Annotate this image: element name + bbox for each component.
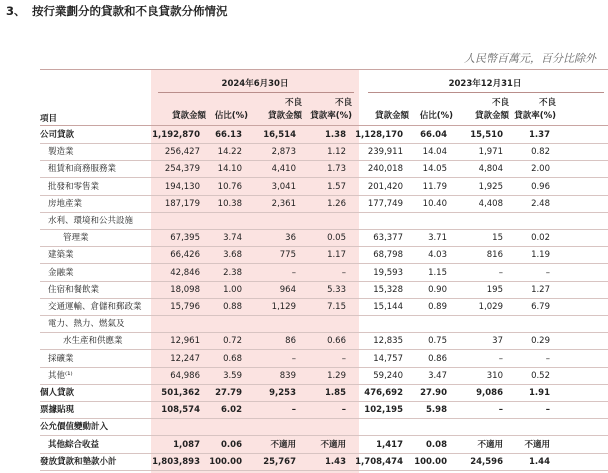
table-row [0, 197, 608, 211]
row-label: 電力、熱力、燃氣及 [48, 319, 125, 330]
cell-npl-ratio-2024: – [341, 267, 346, 278]
cell-npl-ratio-2024: 1.12 [327, 147, 346, 158]
row-divider [40, 177, 608, 178]
cell-npl-2023: 24,596 [470, 456, 503, 467]
cell-npl-ratio-2024: 1.43 [325, 456, 346, 467]
cell-amount-2023: 63,377 [373, 233, 403, 244]
cell-amount-2024: 42,846 [170, 267, 200, 278]
cell-amount-2024: 15,796 [170, 302, 200, 312]
cell-share-2024: 2.38 [223, 267, 242, 278]
cell-amount-2023: 68,798 [373, 250, 403, 261]
table-row [0, 317, 608, 331]
cell-npl-2023: – [498, 267, 503, 278]
row-divider [40, 367, 608, 368]
period-header-2023: 2023年12月31日 [448, 79, 522, 89]
row-divider [40, 453, 608, 454]
cell-share-2023: 11.79 [422, 181, 447, 192]
cell-amount-2024: 194,130 [164, 181, 200, 192]
cell-share-2023: 0.90 [428, 284, 447, 295]
cell-npl-ratio-2023: 1.91 [529, 388, 550, 398]
cell-share-2023: 3.71 [428, 233, 447, 244]
cell-npl-ratio-2024: 1.17 [327, 250, 346, 261]
row-label: 建築業 [48, 250, 74, 261]
table-row [0, 438, 608, 452]
cell-amount-2024: 187,179 [164, 198, 200, 209]
period-underline-2024 [158, 92, 354, 93]
row-divider [40, 195, 608, 196]
row-label: 金融業 [48, 267, 74, 278]
cell-npl-ratio-2023: 2.48 [531, 198, 550, 209]
cell-amount-2023: 476,692 [364, 388, 403, 398]
cell-amount-2024: 12,961 [170, 336, 200, 347]
cell-share-2024: 1.00 [223, 284, 242, 295]
cell-amount-2024: 254,379 [164, 164, 200, 175]
cell-npl-ratio-2023: 不適用 [524, 439, 550, 450]
table-row [0, 369, 608, 383]
item-header-row [0, 112, 608, 126]
cell-npl-2023: 1,971 [478, 147, 503, 158]
cell-npl-2024: 964 [279, 284, 296, 295]
cell-npl-ratio-2023: 1.19 [531, 250, 550, 261]
cell-npl-ratio-2024: 1.73 [327, 164, 346, 175]
table-row [0, 248, 608, 262]
header-bottom-rule [40, 125, 608, 126]
cell-npl-ratio-2024: 1.26 [327, 198, 346, 209]
cell-npl-ratio-2023: – [545, 405, 550, 416]
cell-share-2023: 5.98 [426, 405, 447, 416]
row-label: 公司貸款 [40, 130, 75, 140]
table-top-rule [40, 69, 608, 70]
cell-npl-ratio-2023: 1.44 [529, 456, 550, 467]
cell-amount-2024: 256,427 [164, 147, 200, 158]
cell-npl-ratio-2024: 5.33 [327, 284, 346, 295]
cell-npl-ratio-2024: 1.38 [325, 130, 346, 140]
cell-share-2023: 10.40 [422, 198, 447, 209]
section-heading: 按行業劃分的貸款和不良貸款分佈情況 [32, 4, 228, 18]
col-npl-2024: 不良 貸款金額 [267, 98, 302, 121]
table-row [0, 352, 608, 366]
col-npl-2023: 不良 貸款金額 [474, 98, 509, 121]
cell-npl-2023: – [498, 405, 503, 416]
cell-share-2024: 14.10 [217, 164, 242, 175]
cell-share-2024: 14.22 [217, 147, 242, 158]
cell-npl-ratio-2023: 0.82 [531, 147, 550, 158]
row-label: 住宿和餐飲業 [48, 284, 100, 295]
col-npl-ratio-2023: 不良 貸款率(%) [514, 98, 556, 121]
cell-amount-2023: 15,328 [373, 284, 403, 295]
cell-amount-2023: 177,749 [367, 198, 403, 209]
cell-npl-2023: 15,510 [470, 130, 503, 140]
cell-share-2023: 1.15 [428, 267, 447, 278]
row-label: 其他綜合收益 [48, 439, 100, 450]
row-divider [40, 143, 608, 144]
cell-npl-2024: 775 [279, 250, 296, 261]
cell-share-2024: 27.79 [215, 388, 242, 398]
cell-npl-2024: 839 [279, 370, 296, 381]
section-number: 3、 [6, 4, 26, 18]
col-amount-2023: 貸款金額 [374, 111, 409, 121]
cell-share-2024: 0.88 [223, 302, 242, 312]
cell-npl-ratio-2023: 0.96 [531, 181, 550, 192]
row-label: 房地產業 [48, 198, 83, 209]
cell-npl-2023: 15 [492, 233, 503, 244]
row-divider [40, 401, 608, 402]
cell-npl-2023: 1,029 [478, 302, 503, 312]
cell-npl-ratio-2023: 1.27 [531, 284, 550, 295]
cell-npl-ratio-2023: 0.29 [531, 336, 550, 347]
cell-amount-2023: 201,420 [367, 181, 403, 192]
cell-npl-2024: 86 [285, 336, 296, 347]
cell-amount-2024: 64,986 [170, 370, 200, 381]
cell-amount-2024: 12,247 [170, 353, 200, 364]
cell-share-2024: 0.72 [223, 336, 242, 347]
cell-amount-2023: 19,593 [373, 267, 403, 278]
cell-npl-ratio-2024: 0.66 [327, 336, 346, 347]
row-label: 公允價值變動計入 [40, 422, 109, 433]
row-label: 發放貸款和墊款小計 [40, 456, 117, 467]
table-row [0, 145, 608, 159]
row-divider [40, 349, 608, 350]
period-underline-2023 [368, 92, 604, 93]
cell-amount-2024: 18,098 [170, 284, 200, 295]
cell-npl-2024: 2,361 [271, 198, 296, 209]
cell-npl-ratio-2024: 不適用 [320, 439, 346, 450]
cell-amount-2023: 240,018 [367, 164, 403, 175]
row-divider [40, 229, 608, 230]
cell-share-2023: 0.89 [428, 302, 447, 312]
cell-npl-2024: – [291, 267, 296, 278]
cell-amount-2024: 66,426 [170, 250, 200, 261]
row-divider [40, 212, 608, 213]
cell-npl-2024: 不適用 [270, 439, 296, 450]
cell-amount-2024: 108,574 [161, 405, 200, 416]
cell-npl-ratio-2024: 1.29 [327, 370, 346, 381]
col-share-2024: 佔比(%) [214, 111, 248, 121]
cell-npl-ratio-2023: 0.52 [531, 370, 550, 381]
cell-share-2024: 3.74 [223, 233, 242, 244]
table-row [0, 300, 608, 314]
cell-share-2024: 66.13 [215, 130, 242, 140]
cell-amount-2023: 15,144 [373, 302, 403, 312]
cell-npl-2023: 9,086 [476, 388, 503, 398]
cell-share-2023: 0.08 [426, 439, 447, 450]
row-divider [40, 332, 608, 333]
cell-npl-2023: 195 [486, 284, 503, 295]
cell-share-2023: 27.90 [420, 388, 447, 398]
row-divider [40, 470, 608, 471]
cell-npl-2023: 37 [492, 336, 503, 347]
cell-npl-2023: 4,804 [478, 164, 503, 175]
table-row [0, 266, 608, 280]
cell-amount-2023: 239,911 [367, 147, 403, 158]
row-divider [40, 315, 608, 316]
cell-npl-2023: 不適用 [477, 439, 503, 450]
cell-npl-ratio-2023: 1.37 [529, 130, 550, 140]
cell-npl-2023: 816 [486, 250, 503, 261]
cell-npl-ratio-2024: – [341, 405, 346, 416]
cell-share-2023: 14.05 [422, 164, 447, 175]
row-label: 交通運輸、倉儲和郵政業 [48, 302, 142, 312]
cell-npl-2024: 1,129 [271, 302, 296, 312]
cell-npl-ratio-2023: 6.79 [531, 302, 550, 312]
row-divider [40, 298, 608, 299]
row-divider [40, 435, 608, 436]
cell-amount-2024: 1,087 [173, 439, 200, 450]
cell-amount-2023: 59,240 [373, 370, 403, 381]
cell-npl-2024: 3,041 [271, 181, 296, 192]
cell-share-2024: 10.76 [217, 181, 242, 192]
cell-npl-ratio-2023: 2.00 [531, 164, 550, 175]
cell-share-2023: 100.00 [414, 456, 447, 467]
cell-share-2024: 100.00 [209, 456, 242, 467]
table-row [0, 128, 608, 142]
table-row [0, 214, 608, 228]
row-label: 水利、環境和公共設施 [48, 216, 134, 226]
cell-npl-2024: – [291, 353, 296, 364]
cell-npl-2024: 4,410 [271, 164, 296, 175]
cell-npl-2023: 1,925 [478, 181, 503, 192]
cell-amount-2023: 14,757 [373, 353, 403, 364]
cell-npl-2024: 16,514 [263, 130, 296, 140]
cell-amount-2024: 1,192,870 [152, 130, 200, 140]
cell-npl-2024: 9,253 [269, 388, 296, 398]
cell-amount-2024: 1,803,893 [152, 456, 200, 467]
row-divider [40, 246, 608, 247]
table-row [0, 420, 608, 434]
row-label: 批發和零售業 [48, 181, 100, 192]
row-label: 管理業 [63, 233, 89, 244]
cell-amount-2023: 1,708,474 [355, 456, 403, 467]
cell-npl-ratio-2024: – [341, 353, 346, 364]
cell-npl-ratio-2023: – [545, 353, 550, 364]
row-label: 採礦業 [48, 353, 74, 364]
cell-share-2024: 10.38 [217, 198, 242, 209]
cell-npl-ratio-2023: – [545, 267, 550, 278]
cell-npl-ratio-2023: 0.02 [531, 233, 550, 244]
cell-share-2023: 0.75 [428, 336, 447, 347]
cell-amount-2024: 67,395 [170, 233, 200, 244]
cell-share-2023: 66.04 [420, 130, 447, 140]
table-row [0, 386, 608, 400]
table-row [0, 162, 608, 176]
cell-npl-2024: 2,873 [271, 147, 296, 158]
table-row [0, 403, 608, 417]
section-title [6, 3, 228, 19]
cell-share-2024: 0.68 [223, 353, 242, 364]
cell-amount-2023: 102,195 [364, 405, 403, 416]
cell-share-2024: 6.02 [221, 405, 242, 416]
cell-npl-2024: 25,767 [263, 456, 296, 467]
cell-amount-2024: 501,362 [161, 388, 200, 398]
col-amount-2024: 貸款金額 [171, 111, 206, 121]
item-header: 項目 [40, 114, 58, 124]
cell-share-2023: 0.86 [428, 353, 447, 364]
cell-share-2024: 3.59 [223, 370, 242, 381]
cell-amount-2023: 1,417 [376, 439, 403, 450]
row-label: 製造業 [48, 147, 74, 158]
col-npl-ratio-2024: 不良 貸款率(%) [310, 98, 352, 121]
unit-note: 人民幣百萬元，百分比除外 [464, 52, 596, 65]
row-label: 票據貼現 [40, 405, 75, 416]
row-divider [40, 418, 608, 419]
cell-share-2024: 0.06 [221, 439, 242, 450]
cell-npl-ratio-2024: 1.85 [325, 388, 346, 398]
cell-npl-2024: – [291, 405, 296, 416]
table-row [0, 180, 608, 194]
row-label: 其他⁽¹⁾ [48, 370, 73, 381]
cell-amount-2023: 12,835 [373, 336, 403, 347]
cell-npl-ratio-2024: 7.15 [327, 302, 346, 312]
period-header-2024: 2024年6月30日 [221, 79, 289, 89]
col-share-2023: 佔比(%) [419, 111, 453, 121]
row-divider [40, 384, 608, 385]
cell-npl-2024: 36 [285, 233, 296, 244]
row-divider [40, 160, 608, 161]
cell-npl-ratio-2024: 0.05 [327, 233, 346, 244]
cell-npl-ratio-2024: 1.57 [327, 181, 346, 192]
row-label: 租賃和商務服務業 [48, 164, 117, 175]
cell-share-2023: 3.47 [428, 370, 447, 381]
table-row [0, 455, 608, 469]
cell-share-2023: 4.03 [428, 250, 447, 261]
cell-share-2024: 3.68 [223, 250, 242, 261]
cell-amount-2023: 1,128,170 [355, 130, 403, 140]
row-label: 水生產和供應業 [63, 336, 123, 347]
cell-npl-2023: 4,408 [478, 198, 503, 209]
table-row [0, 283, 608, 297]
table-row [0, 334, 608, 348]
row-label: 個人貸款 [40, 388, 75, 398]
row-divider [40, 263, 608, 264]
table-row [0, 231, 608, 245]
cell-share-2023: 14.04 [422, 147, 447, 158]
row-divider [40, 281, 608, 282]
cell-npl-2023: – [498, 353, 503, 364]
cell-npl-2023: 310 [486, 370, 503, 381]
